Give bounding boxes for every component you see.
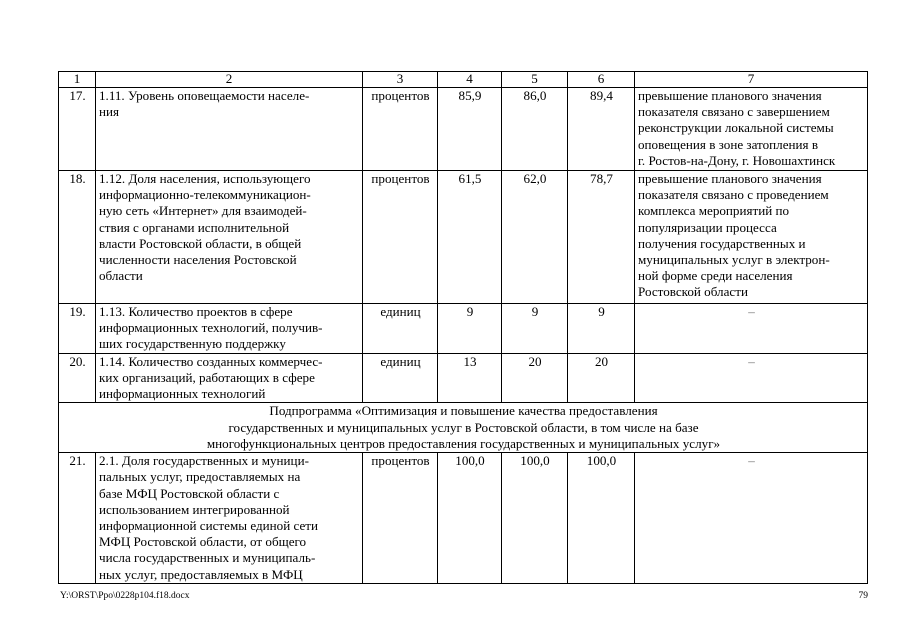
subprogram-heading: Подпрограмма «Оптимизация и повышение качества предоставления государственных и муниципальных услуг в Ростовской области, в том числе на базе многофункциональных центров предоставления государственных и муниципальных услуг»	[59, 403, 868, 453]
table-row	[59, 453, 868, 584]
table-row	[59, 88, 868, 171]
unit-cell: процентов	[363, 171, 438, 304]
value-cell: 9	[502, 304, 568, 354]
indicator-name: 1.13. Количество проектов в сфере информационных технологий, получив- ших государственную поддержку	[96, 304, 363, 354]
table-row	[59, 171, 868, 304]
note-cell	[635, 353, 868, 403]
column-number-row	[59, 72, 868, 88]
value-cell: 89,4	[568, 88, 635, 171]
unit-cell: единиц	[363, 353, 438, 403]
column-number: 3	[363, 72, 438, 88]
indicator-name: 1.11. Уровень оповещаемости населе- ния	[96, 88, 363, 171]
value-cell: 20	[568, 353, 635, 403]
table-row	[59, 353, 868, 403]
row-number: 20.	[59, 353, 96, 403]
row-number: 21.	[59, 453, 96, 584]
value-cell: 61,5	[438, 171, 502, 304]
column-number: 7	[635, 72, 868, 88]
row-number: 17.	[59, 88, 96, 171]
value-cell: 62,0	[502, 171, 568, 304]
value-cell: 85,9	[438, 88, 502, 171]
column-number: 6	[568, 72, 635, 88]
value-cell: 20	[502, 353, 568, 403]
value-cell: 100,0	[568, 453, 635, 584]
unit-cell: процентов	[363, 88, 438, 171]
unit-cell: единиц	[363, 304, 438, 354]
value-cell: 86,0	[502, 88, 568, 171]
indicator-name: 1.14. Количество созданных коммерчес- ких организаций, работающих в сфере информационных технологий	[96, 353, 363, 403]
column-number: 1	[59, 72, 96, 88]
row-number: 18.	[59, 171, 96, 304]
indicator-name: 1.12. Доля населения, использующего информационно-телекоммуникацион- ную сеть «Интернет» для взаимодей- ствия с органами исполнительной власти Ростовской области, в общей численности населения Ростовской области	[96, 171, 363, 304]
value-cell: 100,0	[502, 453, 568, 584]
value-cell: 78,7	[568, 171, 635, 304]
unit-cell: процентов	[363, 453, 438, 584]
footer-file-path: Y:\ORST\Ppo\0228p104.f18.docx	[60, 591, 190, 601]
note-cell: превышение планового значения показателя связано с завершением реконструкции локальной системы оповещения в зоне затопления в г. Ростов-на-Дону, г. Новошахтинск	[635, 88, 868, 171]
note-cell	[635, 453, 868, 584]
indicator-name: 2.1. Доля государственных и муници- пальных услуг, предоставляемых на базе МФЦ Ростовской области с использованием интегрированной информационной системы единой сети МФЦ Ростовской области, от общего числа государственных и муниципаль- ных услуг, предоставляемых в МФЦ	[96, 453, 363, 584]
page-number: 79	[858, 591, 868, 601]
subprogram-row	[59, 403, 868, 453]
dash-mark: –	[748, 453, 755, 469]
indicators-table	[58, 71, 868, 584]
note-cell: превышение планового значения показателя связано с проведением комплекса мероприятий по популяризации процесса получения государственных и муниципальных услуг в электрон- ной форме среди населения Ростовской области	[635, 171, 868, 304]
table-row	[59, 304, 868, 354]
column-number: 2	[96, 72, 363, 88]
row-number: 19.	[59, 304, 96, 354]
value-cell: 9	[568, 304, 635, 354]
dash-mark: –	[748, 304, 755, 319]
value-cell: 13	[438, 353, 502, 403]
value-cell: 100,0	[438, 453, 502, 584]
value-cell: 9	[438, 304, 502, 354]
column-number: 4	[438, 72, 502, 88]
dash-mark: –	[748, 353, 755, 369]
note-cell	[635, 304, 868, 354]
column-number: 5	[502, 72, 568, 88]
